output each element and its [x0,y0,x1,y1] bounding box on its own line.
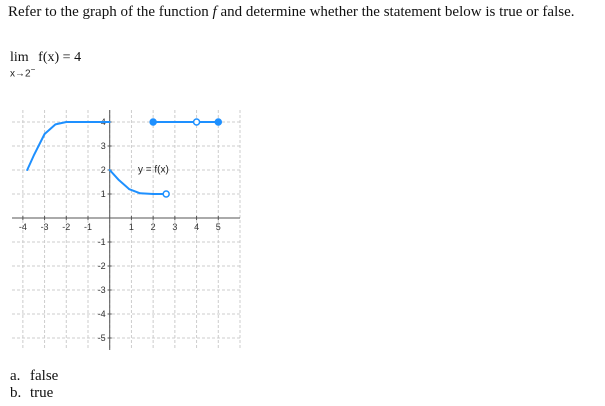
x-tick-label: 2 [150,222,156,232]
limit-statement [10,50,82,80]
open-point-marker [194,119,200,125]
question-text: Refer to the graph of the function f and determine whether the statement below is true or false. [8,4,575,20]
x-tick-label: -4 [18,222,27,232]
y-tick-label: 1 [100,189,106,199]
x-tick-label: -3 [40,222,49,232]
y-tick-label: -1 [97,237,106,247]
limit-subscript: x→2− [10,65,36,80]
answer-list [10,368,58,402]
x-tick-label: 1 [128,222,134,232]
y-tick-label: -2 [97,261,106,271]
function-name: f [212,4,217,20]
answer-option-b[interactable]: b. true [10,385,54,401]
answer-option-a[interactable]: a. false [10,368,59,384]
lim-label: lim x→2− [10,50,36,80]
y-tick-label: 2 [100,165,106,175]
limit-function: f(x) [38,50,60,65]
x-tick-label: 4 [194,222,200,232]
x-tick-label: -2 [62,222,71,232]
limit-value: = 4 [59,50,82,65]
x-tick-label: 5 [215,222,221,232]
x-tick-label: -1 [83,222,93,232]
function-label: y = f(x) [137,164,169,176]
y-tick-label: -5 [97,333,106,343]
y-tick-label: -4 [97,309,106,319]
closed-point-marker [215,119,221,125]
function-graph [6,108,246,353]
closed-point-marker [150,119,156,125]
y-tick-label: 3 [100,141,106,151]
open-point-marker [163,191,169,197]
y-tick-label: -3 [97,285,106,295]
x-tick-label: 3 [172,222,178,232]
y-tick-label: 4 [100,117,106,127]
